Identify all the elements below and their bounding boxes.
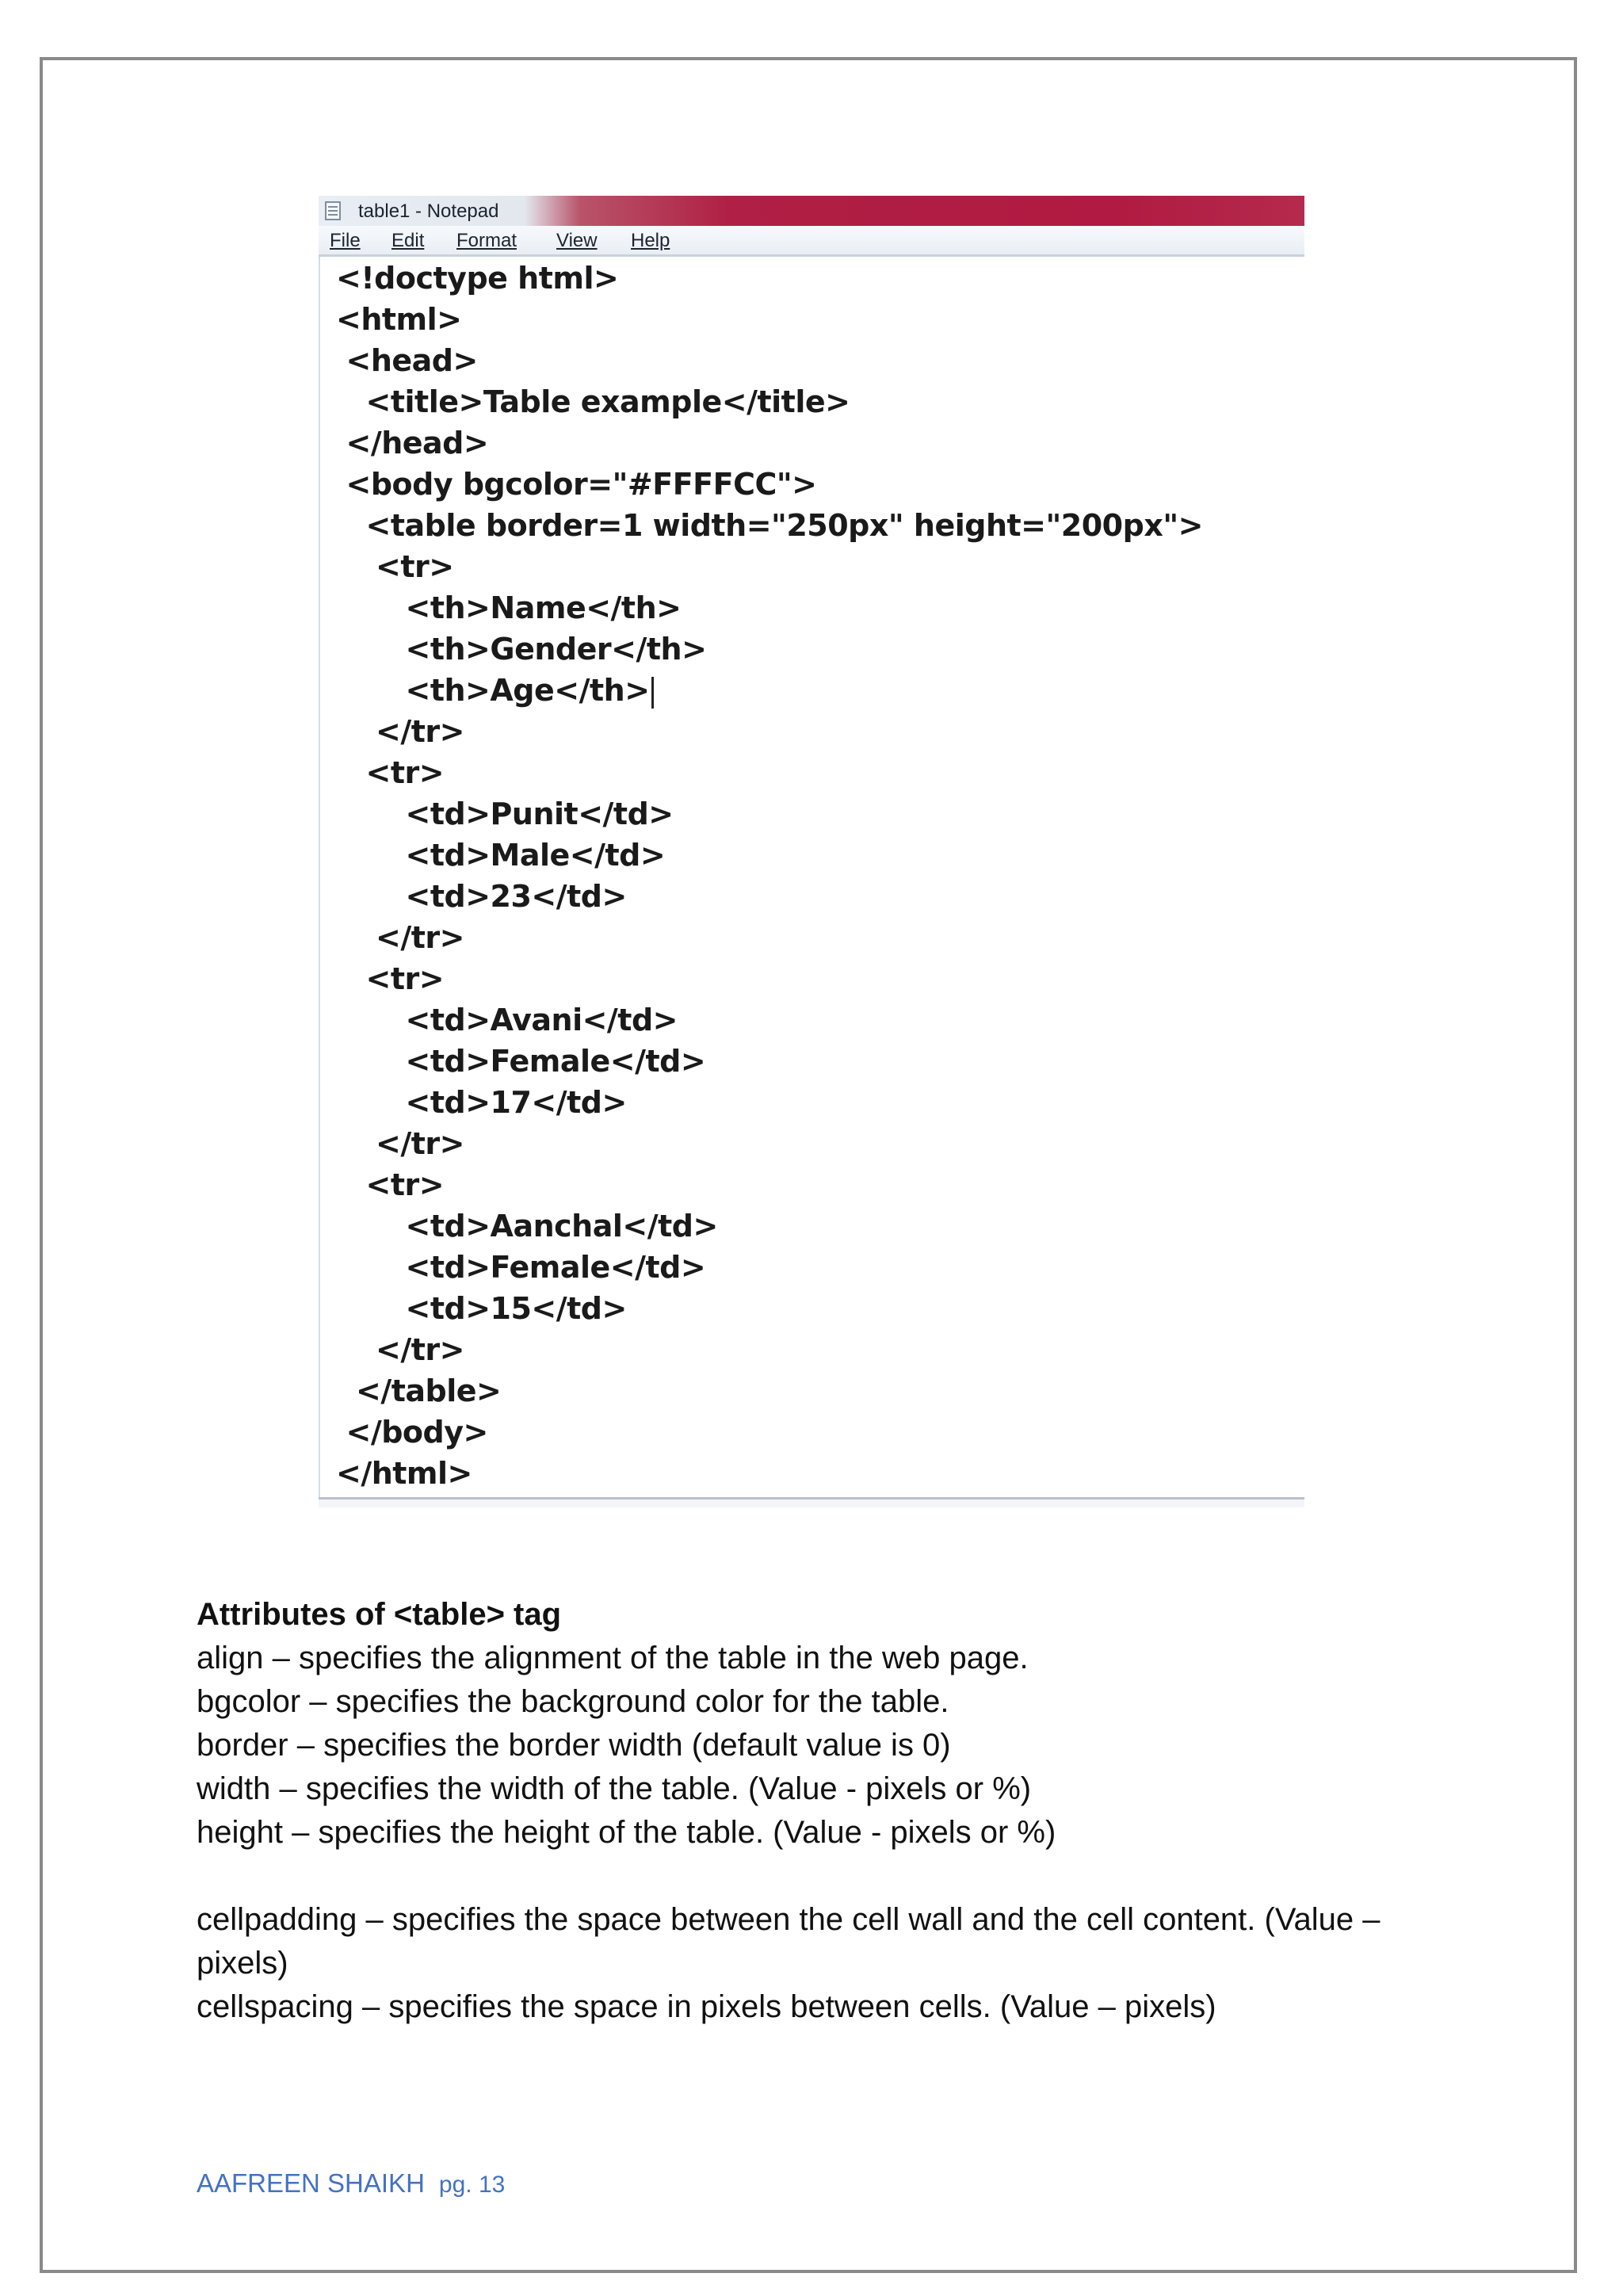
attr-border: border – specifies the border width (default value is 0) (197, 1728, 951, 1763)
code-line: <td>Female</td> (405, 1044, 706, 1079)
attr-cellspacing: cellspacing – specifies the space in pixels between cells. (Value – pixels) (197, 1989, 1216, 2024)
footer-page-number: pg. 13 (438, 2172, 506, 2198)
code-line: <td>Female</td> (405, 1250, 706, 1285)
code-line: <tr> (376, 549, 454, 584)
notepad-window-title: table1 - Notepad (358, 201, 499, 222)
menu-file[interactable] (330, 230, 361, 252)
code-line: <title>Table example</title> (365, 384, 850, 419)
code-line: </head> (346, 426, 489, 460)
code-line: <td>17</td> (405, 1085, 627, 1120)
attr-height: height – specifies the height of the table. (Value - pixels or %) (197, 1815, 1056, 1850)
code-line: <tr> (365, 961, 445, 996)
attributes-heading: Attributes of <table> tag (197, 1597, 562, 1632)
code-line: <body bgcolor="#FFFFCC"> (346, 467, 817, 502)
notepad-text-area[interactable] (319, 257, 1304, 1497)
menu-edit[interactable] (391, 230, 424, 252)
code-line: <head> (346, 343, 478, 378)
code-line: <table border=1 width="250px" height="200px"> (365, 508, 1203, 543)
code-line: <th>Age</th> (406, 673, 654, 709)
notepad-titlebar (319, 196, 1304, 226)
notepad-menubar (319, 226, 1304, 257)
menu-view-label: View (556, 230, 598, 251)
code-line: <th>Name</th> (405, 590, 682, 625)
code-line: <td>Punit</td> (405, 797, 674, 831)
page-footer (197, 2168, 505, 2199)
code-line: <!doctype html> (336, 261, 619, 296)
attr-align: align – specifies the alignment of the table in the web page. (197, 1641, 1029, 1675)
code-line: <html> (336, 302, 462, 337)
menu-edit-label: Edit (391, 230, 425, 251)
code-line: <tr> (365, 755, 445, 790)
code-line: </tr> (376, 714, 464, 749)
table-attributes-section (197, 1593, 1480, 2029)
menu-view[interactable] (556, 230, 598, 252)
code-line: </tr> (376, 1332, 464, 1367)
code-line: <td>Avani</td> (405, 1003, 678, 1037)
notepad-screenshot (319, 196, 1304, 1507)
code-line: </tr> (376, 920, 464, 955)
menu-format-label: Format (456, 230, 517, 251)
code-line: </html> (336, 1456, 472, 1491)
attr-cellpadding: cellpadding – specifies the space between the cell wall and the cell content. (Value – pixels) (197, 1902, 1381, 1981)
code-line: <td>23</td> (405, 879, 627, 914)
code-line: </table> (356, 1373, 502, 1408)
notepad-bottom-edge (319, 1497, 1304, 1507)
menu-help[interactable] (631, 230, 670, 252)
menu-help-label: Help (631, 230, 670, 251)
code-line: <tr> (365, 1167, 445, 1202)
footer-author: AAFREEN SHAIKH (197, 2168, 425, 2198)
code-line: <th>Gender</th> (405, 632, 707, 667)
menu-file-label: File (330, 230, 361, 251)
code-line: <td>Aanchal</td> (405, 1209, 718, 1244)
code-line: <td>Male</td> (405, 838, 666, 873)
code-line: </tr> (376, 1126, 464, 1161)
code-line: </body> (346, 1415, 488, 1450)
notepad-app-icon (325, 201, 341, 220)
text-caret (651, 677, 654, 709)
attr-width: width – specifies the width of the table. (Value - pixels or %) (197, 1771, 1032, 1806)
code-line: <td>15</td> (405, 1291, 627, 1326)
menu-format[interactable] (456, 230, 517, 252)
attr-bgcolor: bgcolor – specifies the background color for the table. (197, 1684, 949, 1719)
